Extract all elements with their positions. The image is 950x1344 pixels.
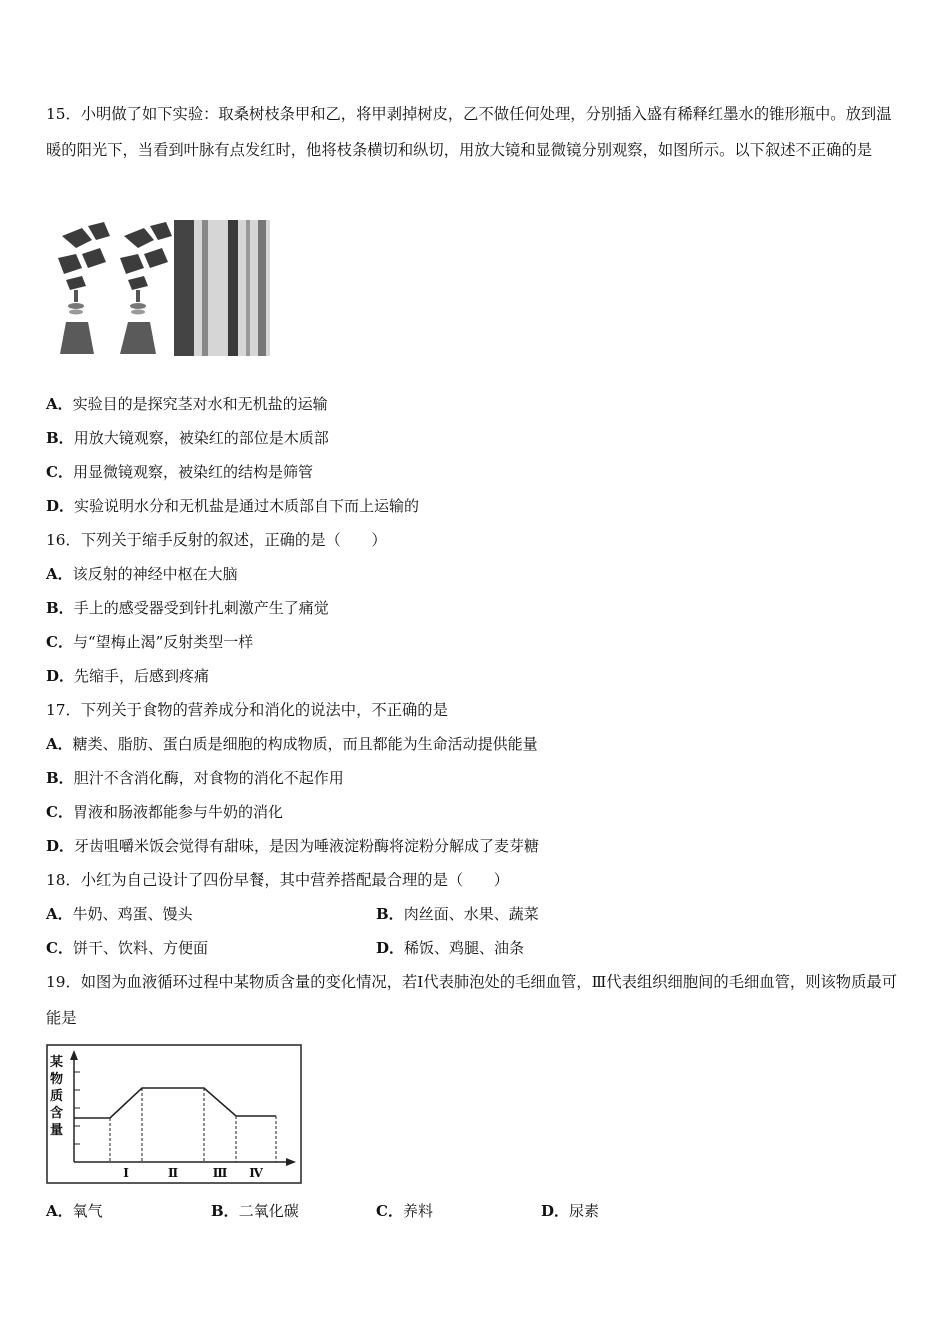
q17-option-b[interactable]: B．胆汁不含消化酶，对食物的消化不起作用 [46, 769, 344, 787]
q15-stem: 15．小明做了如下实验：取桑树枝条甲和乙，将甲剥掉树皮，乙不做任何处理，分别插入盛有稀释红墨水的锥形瓶中。放到温暖的阳光下，当看到叶脉有点发红时，他将枝条横切和纵切，用放大镜和显微镜分别观察，如图所示。以下叙述不正确的是 [46, 105, 892, 159]
q15-section-micrograph [174, 220, 270, 356]
q19-content-line [74, 1088, 276, 1118]
q19-stem: 19．如图为血液循环过程中某物质含量的变化情况，若Ⅰ代表肺泡处的毛细血管，Ⅲ代表组织细胞间的毛细血管，则该物质最可能是 [46, 973, 897, 1027]
q16-option-a[interactable]: A．该反射的神经中枢在大脑 [46, 565, 238, 583]
q19-xlabel-iv: Ⅳ [249, 1166, 263, 1180]
q15-option-b[interactable]: B．用放大镜观察，被染红的部位是木质部 [46, 429, 329, 447]
q19-xlabel-iii: Ⅲ [212, 1166, 228, 1180]
q16-option-b[interactable]: B．手上的感受器受到针扎刺激产生了痛觉 [46, 599, 329, 617]
q17-option-d[interactable]: D．牙齿咀嚼米饭会觉得有甜味，是因为唾液淀粉酶将淀粉分解成了麦芽糖 [46, 837, 540, 855]
q17-option-c[interactable]: C．胃液和肠液都能参与牛奶的消化 [46, 803, 283, 821]
q18-option-c[interactable]: C．饼干、饮料、方便面 [46, 939, 208, 957]
q19-xlabel-i: Ⅰ [123, 1166, 129, 1180]
q18-stem: 18．小红为自己设计了四份早餐，其中营养搭配最合理的是（ ） [46, 871, 510, 889]
q19-option-a[interactable]: A．氧气 [46, 1202, 103, 1220]
q19-option-b[interactable]: B．二氧化碳 [211, 1202, 299, 1220]
q15-option-d[interactable]: D．实验说明水分和无机盐是通过木质部自下而上运输的 [46, 497, 420, 515]
q19-ylabel-char: 物 [50, 1072, 64, 1087]
q17-option-a[interactable]: A．糖类、脂肪、蛋白质是细胞的构成物质，而且都能为生命活动提供能量 [46, 735, 538, 753]
q15-option-a[interactable]: A．实验目的是探究茎对水和无机盐的运输 [46, 395, 328, 413]
q17-stem: 17．下列关于食物的营养成分和消化的说法中，不正确的是 [46, 701, 448, 719]
q19-option-c[interactable]: C．养料 [376, 1202, 433, 1220]
q18-option-b[interactable]: B．肉丝面、水果、蔬菜 [376, 905, 539, 923]
q19-figure [46, 1044, 302, 1184]
q16-option-d[interactable]: D．先缩手，后感到疼痛 [46, 667, 210, 685]
q18-option-d[interactable]: D．稀饭、鸡腿、油条 [376, 939, 525, 957]
q19-option-d[interactable]: D．尿素 [541, 1202, 600, 1220]
q19-ylabel-char: 含 [50, 1106, 64, 1121]
q15-option-c[interactable]: C．用显微镜观察，被染红的结构是筛管 [46, 463, 313, 481]
q19-ylabel-char: 质 [50, 1089, 64, 1104]
q16-option-c[interactable]: C．与“望梅止渴”反射类型一样 [46, 633, 254, 651]
q16-stem: 16．下列关于缩手反射的叙述，正确的是（ ） [46, 531, 387, 549]
q18-option-a[interactable]: A．牛奶、鸡蛋、馒头 [46, 905, 193, 923]
q19-ylabel-char: 量 [50, 1123, 64, 1138]
q19-x-arrow [286, 1158, 296, 1166]
q19-ylabel-char: 某 [50, 1055, 64, 1070]
q19-xlabel-ii: Ⅱ [167, 1166, 179, 1180]
q15-figure [52, 218, 272, 358]
q19-y-arrow [70, 1050, 78, 1060]
